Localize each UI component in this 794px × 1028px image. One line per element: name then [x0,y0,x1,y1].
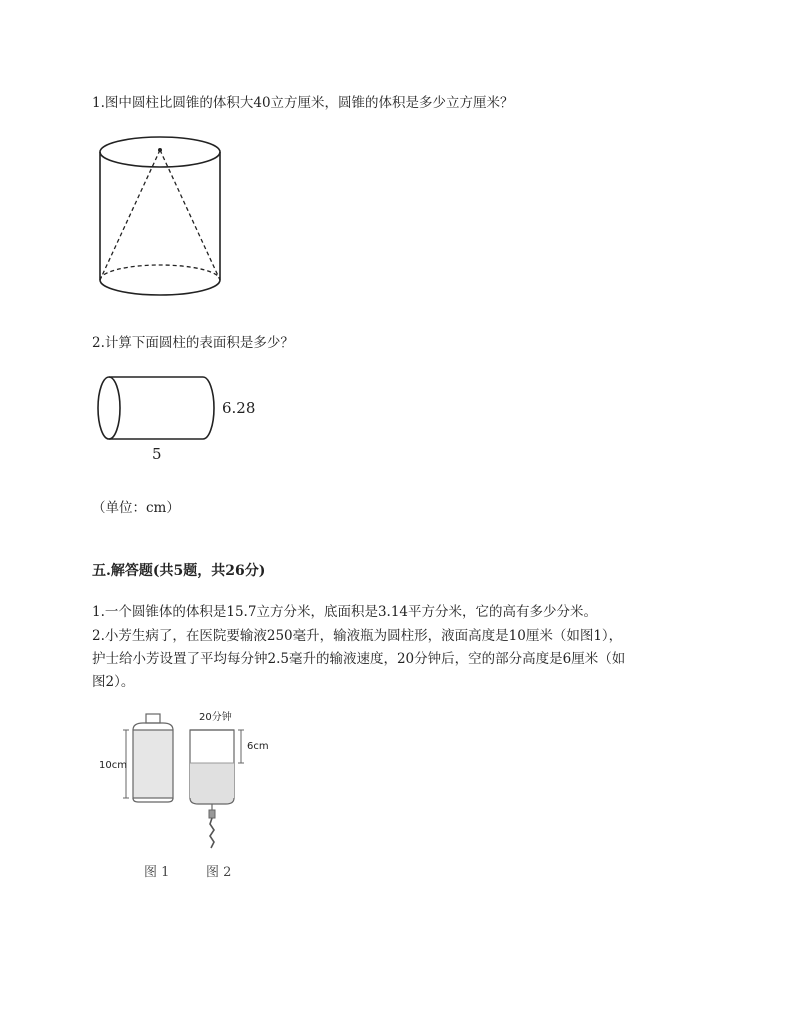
iv-label-10cm: 10cm [99,760,127,771]
cone-in-cylinder-question: 1.图中圆柱比圆锥的体积大40立方厘米，圆锥的体积是多少立方厘米？ [92,95,514,111]
cone-in-cylinder-figure [92,132,232,302]
iv-label-6cm: 6cm [247,741,269,752]
iv-label-20min: 20分钟 [199,712,232,723]
question-1: 1.一个圆锥体的体积是15.7立方分米，底面积是3.14平方分米，它的高有多少分米。 [92,604,597,620]
question-2-line-1: 2.小芳生病了，在医院要输液250毫升，输液瓶为圆柱形，液面高度是10厘米（如图1）， [92,628,623,644]
cylinder-surface-question: 2.计算下面圆柱的表面积是多少？ [92,335,294,351]
iv-caption-2: 图 2 [206,865,232,880]
cylinder-length-label: 5 [152,445,162,463]
horizontal-cylinder-figure [95,374,220,444]
cylinder-height-label: 6.28 [222,399,256,417]
unit-note: （单位：cm） [92,500,180,516]
iv-caption-1: 图 1 [144,865,170,880]
iv-bottle-figure [98,708,273,886]
question-2-line-3: 图2）。 [92,674,135,690]
section-heading: 五.解答题(共5题，共26分) [92,563,266,579]
question-2-line-2: 护士给小芳设置了平均每分钟2.5毫升的输液速度，20分钟后，空的部分高度是6厘米（如 [92,651,626,667]
